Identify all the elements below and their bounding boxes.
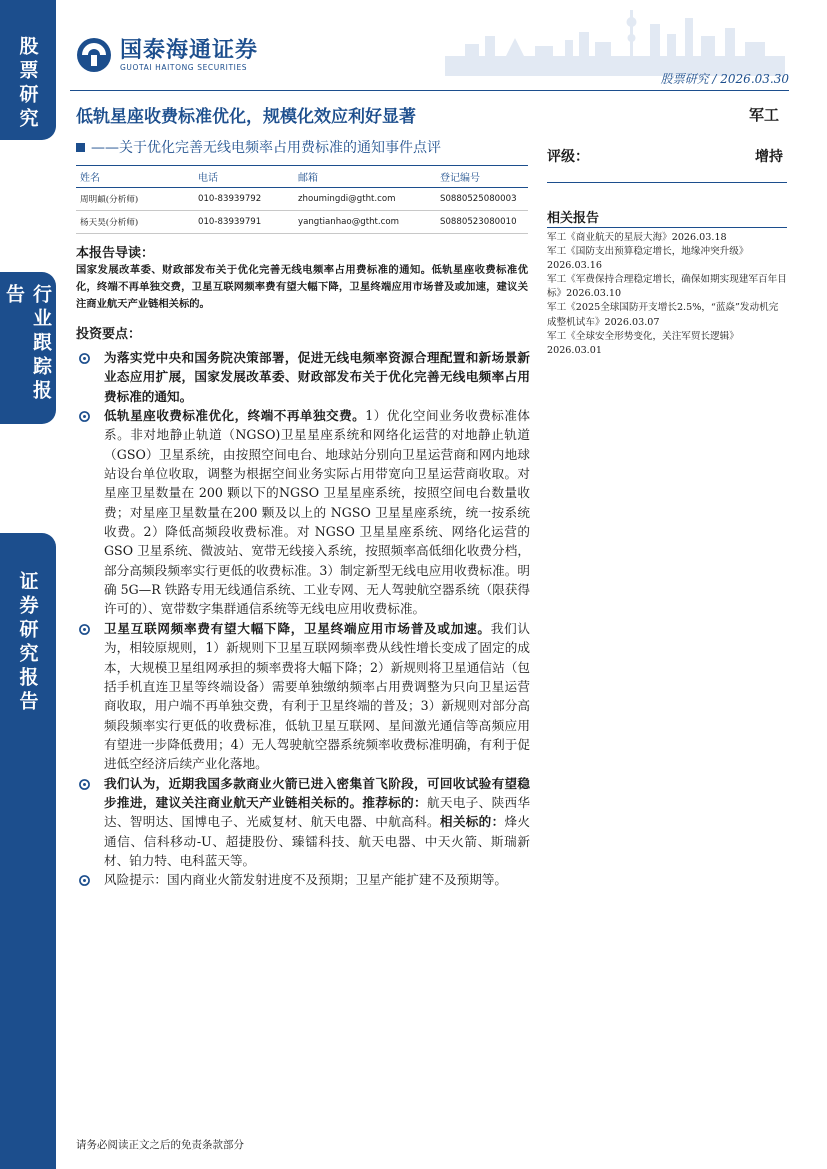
sidebar-block-bottom xyxy=(0,533,56,1169)
sidebar-label-securities-research: 证券研究报告 xyxy=(16,571,39,715)
analyst-name: 周明頔(分析师) xyxy=(76,188,194,211)
logo-english-name: GUOTAI HAITONG SECURITIES xyxy=(120,62,248,72)
investment-highlights-heading: 投资要点： xyxy=(76,327,142,342)
column-header-email: 邮箱 xyxy=(294,166,436,188)
list-item xyxy=(76,348,530,406)
square-bullet-icon xyxy=(76,143,85,152)
sidebar-block-middle xyxy=(0,272,56,424)
column-header-name: 姓名 xyxy=(76,166,194,188)
report-guide-heading: 本报告导读： xyxy=(76,246,155,261)
analyst-email[interactable]: yangtianhao@gtht.com xyxy=(294,211,436,234)
logo-mark-icon xyxy=(76,37,112,73)
highlight-4-related-label: 相关标的： xyxy=(439,814,505,830)
analyst-table xyxy=(76,165,528,234)
highlight-2-bold: 低轨星座收费标准优化，终端不再单独交费。 xyxy=(104,408,366,424)
risk-warning-text: 风险提示：国内商业火箭发射进度不及预期；卫星产能扩建不及预期等。 xyxy=(104,872,507,888)
list-item xyxy=(76,406,530,619)
analyst-registration: S0880523080010 xyxy=(436,211,528,234)
sidebar-block-top xyxy=(0,0,56,140)
report-guide-text: 国家发展改革委、财政部发布关于优化完善无线电频率占用费标准的通知。低轨星座收费标准优化，终端不再单独交费，卫星互联网频率费有望大幅下降，卫星终端应用市场普及或加速，建议关注商业航天产业链相关标的。 xyxy=(76,264,528,310)
list-item xyxy=(76,870,530,889)
report-subtitle-text: ——关于优化完善无线电频率占用费标准的通知事件点评 xyxy=(91,140,441,156)
column-header-registration: 登记编号 xyxy=(436,166,528,188)
investment-highlights-list xyxy=(76,348,530,890)
company-logo xyxy=(76,37,258,73)
bullet-icon xyxy=(79,353,90,364)
logo-chinese-name: 国泰海通证券 xyxy=(120,37,259,63)
analyst-phone: 010-83939791 xyxy=(194,211,294,234)
list-item[interactable]: 军工《军费保持合理稳定增长，确保如期实现建军百年目标》2026.03.10 xyxy=(547,274,787,300)
analyst-name: 杨天昊(分析师) xyxy=(76,211,194,234)
skyline-watermark-image xyxy=(445,6,785,76)
rating-box xyxy=(547,146,783,166)
sidebar-label-industry-tracking: 行业跟踪报告 xyxy=(3,284,52,404)
report-type-date: 股票研究 / 2026.03.30 xyxy=(660,72,789,86)
column-header-phone: 电话 xyxy=(194,166,294,188)
table-row xyxy=(76,211,528,234)
highlight-1-text: 为落实党中央和国务院决策部署，促进无线电频率资源合理配置和新场景新业态应用扩展，国家发展改革委、财政部发布关于优化完善无线电频率占用费标准的通知。 xyxy=(104,350,530,404)
highlight-3-bold: 卫星互联网频率费有望大幅下降，卫星终端应用市场普及或加速。 xyxy=(104,620,491,636)
bullet-icon xyxy=(79,624,90,635)
highlight-4-bold: 我们认为，近期我国多款商业火箭已进入密集首飞阶段，可回收试验有望稳步推进，建议关注商业航天产业链相关标的。推荐标的： xyxy=(104,775,530,810)
rating-divider xyxy=(547,182,787,183)
bullet-icon xyxy=(79,875,90,886)
related-reports-list xyxy=(547,231,787,358)
highlight-4-text: 航天电子、陕西华达、智明达、国博电子、光威复材、航天电器、中航高科。 xyxy=(104,794,531,830)
list-item xyxy=(76,774,530,871)
bullet-icon xyxy=(79,411,90,422)
list-item[interactable]: 军工《2025全球国防开支增长2.5%，“蓝焱”发动机完成整机试车》2026.03.07 xyxy=(547,302,779,328)
list-item[interactable]: 军工《国防支出预算稳定增长，地缘冲突升级》2026.03.16 xyxy=(547,246,749,272)
highlight-4-related-text: 烽火通信、信科移动-U、超捷股份、臻镭科技、航天电器、中天火箭、斯瑞新材、铂力特、电科蓝天等。 xyxy=(104,814,531,868)
analyst-phone: 010-83939792 xyxy=(194,188,294,211)
analyst-table-header xyxy=(76,166,528,188)
highlight-2-text: 1）优化空间业务收费标准体系。非对地静止轨道（NGSO)卫星星座系统和网络化运营的对地静止轨道（GSO）卫星系统，由按照空间电台、地球站分别向卫星运营商和网内地球站设台单位收取，调整为根据空间业务实际占用带宽向卫星运营商收取。对星座卫星数量在 200 颗以下的NGSO 卫星星座系统，按照空间电台数量收费；对星座卫星数量在200 颗及以上的 NGSO 卫星星座系统，统一按系统收费。2）降低高频段收费标准。对 NGSO 卫星星座系统、网络化运营的 GSO 卫星系统、微波站、宽带无线接入系统，按照频率高低细化收费分档，部分高频段频率实行更低的收费标准。3）制定新型无线电应用收费标准。明确 5G—R 铁路专用无线通信系统、工业专网、无人驾驶航空器系统（限获得许可的）、宽带数字集群通信系统等无线电应用收费标准。 xyxy=(104,408,531,617)
related-reports-divider xyxy=(547,227,787,228)
industry-label: 军工 xyxy=(748,106,779,124)
bullet-icon xyxy=(79,779,90,790)
header-divider xyxy=(70,90,789,91)
rating-label: 评级： xyxy=(547,149,589,165)
analyst-registration: S0880525080003 xyxy=(436,188,528,211)
disclaimer-footer: 请务必阅读正文之后的免责条款部分 xyxy=(76,1139,244,1151)
list-item[interactable]: 军工《商业航天的星辰大海》2026.03.18 xyxy=(547,232,727,243)
analyst-email[interactable]: zhoumingdi@gtht.com xyxy=(294,188,436,211)
related-reports-heading: 相关报告 xyxy=(547,211,600,226)
rating-value: 增持 xyxy=(755,149,783,165)
highlight-3-text: 我们认为，相较原规则，1）新规则下卫星互联网频率费从线性增长变成了固定的成本，大规模卫星组网承担的频率费将大幅下降；2）新规则将卫星通信站（包括手机直连卫星等终端设备）需要单独缴纳频率占用费调整为只向卫星运营商收取，用户端不再单独交费，有利于卫星终端的普及；3）新规则对部分高频段频率实行更低的收费标准，低轨卫星互联网、星间激光通信等高频应用有望进一步降低费用；4）无人驾驶航空器系统频率收费标准明确，有利于促进低空经济后续产业化落地。 xyxy=(104,620,531,772)
sidebar-label-stock-research: 股票研究 xyxy=(16,36,39,132)
list-item[interactable]: 军工《全球安全形势变化，关注军贸长逻辑》2026.03.01 xyxy=(547,330,739,356)
report-title: 低轨星座收费标准优化，规模化效应利好显著 xyxy=(76,107,416,127)
table-row xyxy=(76,188,528,211)
report-subtitle xyxy=(76,137,441,157)
list-item xyxy=(76,619,530,774)
